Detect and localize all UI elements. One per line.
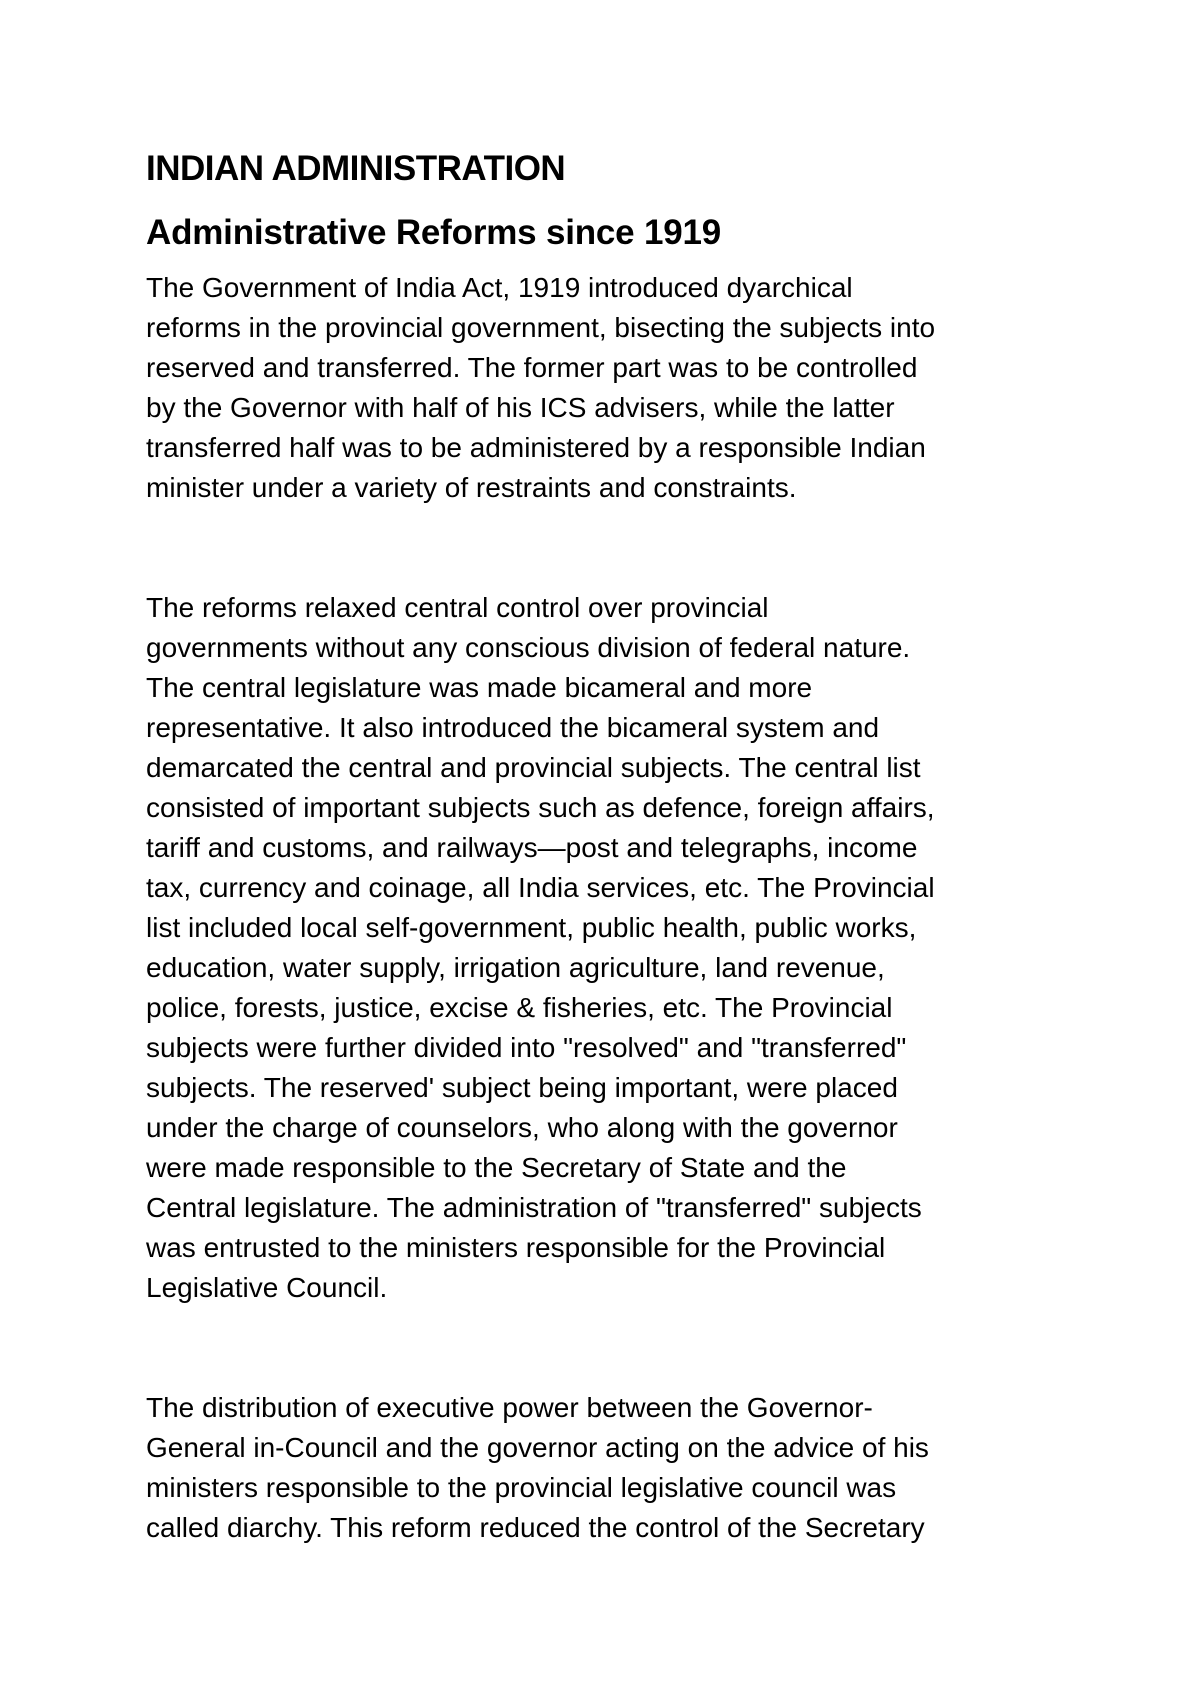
paragraph-line: representative. It also introduced the bicameral system and xyxy=(146,712,880,743)
paragraph-line: police, forests, justice, excise & fisheries, etc. The Provincial xyxy=(146,992,893,1023)
paragraph-line: minister under a variety of restraints and constraints. xyxy=(146,472,797,503)
paragraph-line: General in-Council and the governor acting on the advice of his xyxy=(146,1432,929,1463)
paragraph-line: demarcated the central and provincial subjects. The central list xyxy=(146,752,921,783)
paragraph-line: under the charge of counselors, who along with the governor xyxy=(146,1112,898,1143)
paragraph-line: The reforms relaxed central control over provincial xyxy=(146,592,769,623)
paragraph-line: governments without any conscious division of federal nature. xyxy=(146,632,911,663)
paragraph-2 xyxy=(146,588,1086,1308)
paragraph-line: The central legislature was made bicameral and more xyxy=(146,672,813,703)
paragraph-line: transferred half was to be administered by a responsible Indian xyxy=(146,432,926,463)
paragraph-line: The Government of India Act, 1919 introduced dyarchical xyxy=(146,272,853,303)
paragraph-line: The distribution of executive power between the Governor- xyxy=(146,1392,873,1423)
document-content xyxy=(146,148,1086,1548)
paragraph-line: called diarchy. This reform reduced the control of the Secretary xyxy=(146,1512,925,1543)
paragraph-line: reserved and transferred. The former part was to be controlled xyxy=(146,352,918,383)
paragraph-line: subjects were further divided into "resolved" and "transferred" xyxy=(146,1032,907,1063)
paragraph-line: Central legislature. The administration of "transferred" subjects xyxy=(146,1192,922,1223)
paragraph-line: subjects. The reserved' subject being important, were placed xyxy=(146,1072,898,1103)
paragraph-line: education, water supply, irrigation agriculture, land revenue, xyxy=(146,952,885,983)
paragraph-line: ministers responsible to the provincial legislative council was xyxy=(146,1472,897,1503)
paragraph-3 xyxy=(146,1388,1086,1548)
document-title: INDIAN ADMINISTRATION xyxy=(146,149,566,188)
paragraph-line: was entrusted to the ministers responsible for the Provincial xyxy=(146,1232,886,1263)
paragraph-line: tariff and customs, and railways—post and telegraphs, income xyxy=(146,832,918,863)
paragraph-line: list included local self-government, public health, public works, xyxy=(146,912,917,943)
paragraph-line: by the Governor with half of his ICS advisers, while the latter xyxy=(146,392,895,423)
paragraph-line: Legislative Council. xyxy=(146,1272,388,1303)
paragraph-line: tax, currency and coinage, all India services, etc. The Provincial xyxy=(146,872,935,903)
paragraph-line: were made responsible to the Secretary of State and the xyxy=(146,1152,847,1183)
paragraph-line: consisted of important subjects such as defence, foreign affairs, xyxy=(146,792,935,823)
paragraph-line: reforms in the provincial government, bisecting the subjects into xyxy=(146,312,936,343)
paragraph-1 xyxy=(146,268,1086,508)
section-title: Administrative Reforms since 1919 xyxy=(146,213,722,252)
